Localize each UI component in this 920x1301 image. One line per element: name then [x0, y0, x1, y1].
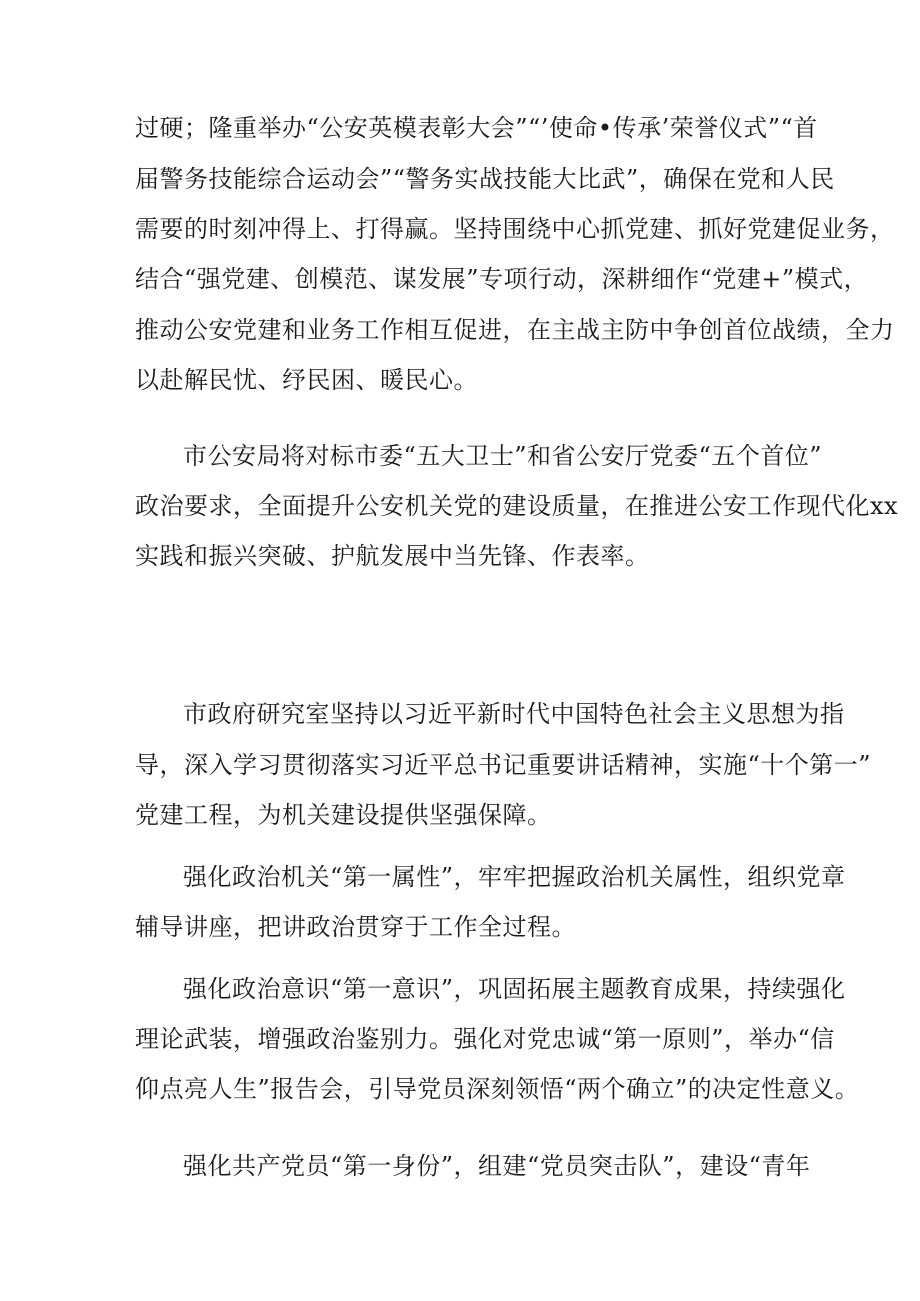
- paragraph-line: 实践和振兴突破、护航发展中当先锋、作表率。: [135, 542, 650, 570]
- paragraph-line: 届警务技能综合运动会”“警务实战技能大比武”，确保在党和人民: [135, 165, 835, 193]
- paragraph-line: 需要的时刻冲得上、打得赢。坚持围绕中心抓党建、抓好党建促业务，: [135, 215, 895, 243]
- paragraph-line: 党建工程，为机关建设提供坚强保障。: [135, 801, 552, 829]
- paragraph-line: 结合“强党建、创模范、谋发展”专项行动，深耕细作“党建+”模式，: [135, 265, 869, 293]
- paragraph-line: 辅导讲座，把讲政治贯穿于工作全过程。: [135, 913, 576, 941]
- paragraph-line: 强化共产党员“第一身份”，组建“党员突击队”，建设“青年: [183, 1152, 811, 1180]
- paragraph-line: 强化政治意识“第一意识”，巩固拓展主题教育成果，持续强化: [183, 975, 846, 1003]
- paragraph-line: 导，深入学习贯彻落实习近平总书记重要讲话精神，实施“十个第一”: [135, 751, 872, 779]
- paragraph-line: 以赴解民忧、纾民困、暖民心。: [135, 366, 478, 394]
- paragraph-line: 强化政治机关“第一属性”，牢牢把握政治机关属性，组织党章: [183, 863, 846, 891]
- paragraph-line: 推动公安党建和业务工作相互促进，在主战主防中争创首位战绩，全力: [135, 316, 895, 344]
- paragraph-line: 政治要求，全面提升公安机关党的建设质量，在推进公安工作现代化xx: [135, 492, 899, 520]
- paragraph-line: 理论武装，增强政治鉴别力。强化对党忠诚“第一原则”，举办“信: [135, 1025, 835, 1053]
- paragraph-line: 仰点亮人生”报告会，引导党员深刻领悟“两个确立”的决定性意义。: [135, 1075, 860, 1103]
- paragraph-line: 过硬；隆重举办“公安英模表彰大会”“’使命•传承’荣誉仪式”“首: [135, 114, 818, 142]
- paragraph-line: 市政府研究室坚持以习近平新时代中国特色社会主义思想为指: [183, 700, 845, 728]
- paragraph-line: 市公安局将对标市委“五大卫士”和省公安厅党委“五个首位”: [183, 442, 823, 470]
